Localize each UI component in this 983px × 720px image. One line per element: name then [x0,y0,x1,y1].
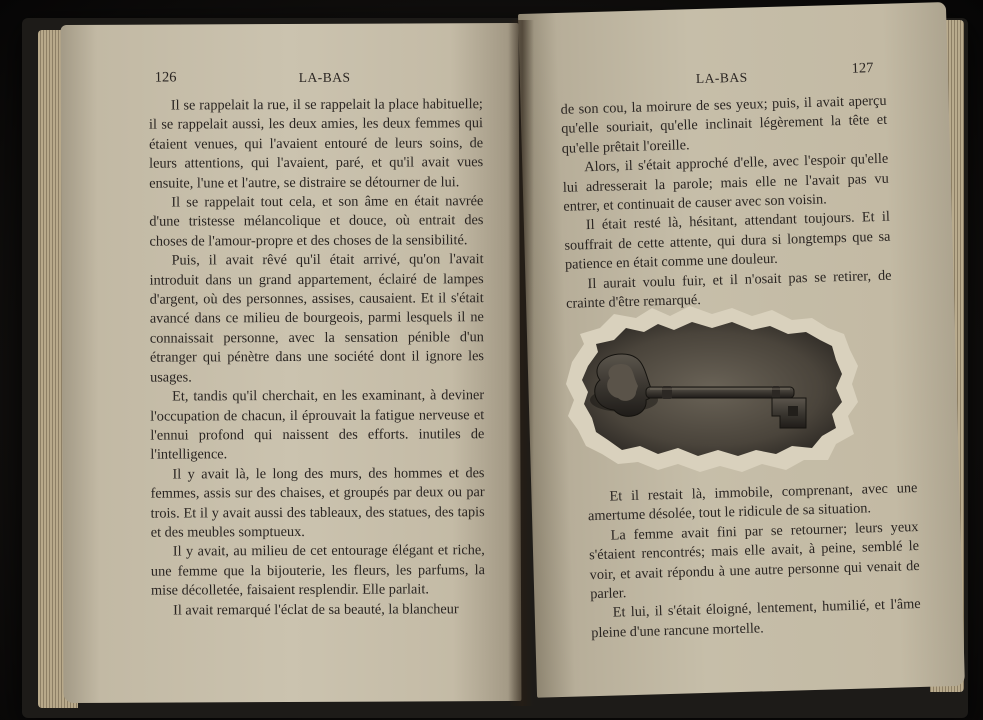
paragraph: Il se rappelait tout cela, et son âme en était navrée d'une tristesse mélancolique et douce, où entrait des choses de l'amour-propre et des choses de la sensibilité. [149,193,484,250]
paragraph: Alors, il s'était approché d'elle, avec l'espoir qu'elle lui adresserait la parole; mais elle ne l'avait pas vu entrer, et continuait de causer avec son voisin. [562,150,889,215]
running-header-left: LA-BAS [298,69,351,85]
paragraph: Il avait remarqué l'éclat de sa beauté, la blancheur [173,600,459,619]
paragraph: Il y avait là, le long des murs, des hommes et des femmes, assis sur des chaises, et groupés par deux ou par trois. Et il y avait aussi des tableaux, des statues, des tapis et des meubles somptueux. [150,464,485,541]
paragraph: Et, tandis qu'il cherchait, en les examinant, à deviner l'occupation de chacun, il éprouvait la fatigue nerveuse et l'ennui profond qui naissent des efforts. inutiles de l'intelligence. [150,387,485,463]
paragraph: Et lui, il s'était éloigné, lentement, humilié, et l'âme pleine d'une rancune mortelle. [591,596,921,642]
paragraph: Puis, il avait rêvé qu'il était arrivé, qu'on l'avait introduit dans un grand appartement, éclairé de lampes d'argent, où des personnes, assises, causaient. Et il s'était avancé dans ce milieu de bourgeois, parmi lesquels il ne connaissait personne, avec la sensation pénible d'un étranger qui pénètre dans une société dont il ignore les usages. [149,251,485,386]
paragraph: Il était resté là, hésitant, attendant toujours. Et il souffrait de cette attente, qui dura si longtemps que sa patience en était comme une douleur. [564,209,891,274]
torn-page-cutout [566,304,860,474]
left-page [61,23,522,703]
paragraph: Et il restait là, immobile, comprenant, avec une amertume désolée, tout le ridicule de sa situation. [587,480,918,525]
left-page-body [149,95,485,620]
cutout-illustration [566,304,860,474]
paragraph: La femme avait fini par se retourner; leurs yeux s'étaient rencontrés; mais elle avait, à peine, semblé le voir, et avait répondu à une autre personne qui venait de parler. [588,518,920,603]
book-gutter [508,20,534,706]
running-header-right: LA-BAS [695,69,748,87]
right-page-body-top [560,92,892,314]
paragraph: Il y avait, au milieu de cet entourage élégant et riche, une femme que la bijouterie, les fleurs, les parfums, la mise décolletée, faisaient resplendir. Elle parlait. [150,542,485,599]
paragraph: Il aurait voulu fuir, et il n'osait pas se retirer, de crainte d'être remarqué. [565,267,892,312]
paragraph: Il se rappelait la rue, il se rappelait la place habituelle; il se rappelait aussi, les deux amies, les deux femmes qui étaient venues, qui l'avaient entouré de leurs soins, de leurs attentions, qui l'avaient, paré, et qu'il avait vues ensuite, l'une et l'autre, se distraire se détourner de lui. [148,96,484,192]
page-number-right: 127 [851,60,874,77]
paragraph: de son cou, la moirure de ses yeux; puis, il avait aperçu qu'elle souriait, qu'elle inclinait légèrement la tête et qu'elle prêtait l'oreille. [560,92,888,157]
page-number-left: 126 [154,69,177,86]
right-page-body-bottom [587,479,921,643]
